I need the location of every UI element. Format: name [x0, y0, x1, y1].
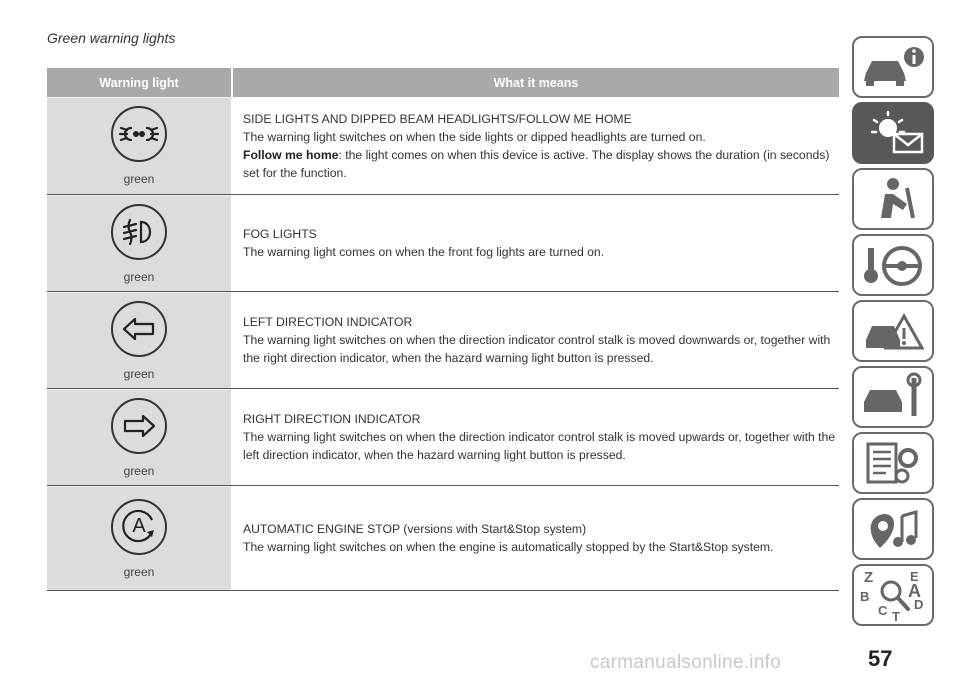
tab-car-info[interactable]: [852, 36, 934, 98]
index-letter: E: [910, 569, 919, 584]
emergency-icon: [858, 306, 928, 356]
icon-cell: [47, 486, 231, 590]
warning-title: LEFT DIRECTION INDICATOR: [243, 315, 413, 329]
table-header: [47, 68, 839, 97]
warning-description: The warning light switches on when the engine is automatically stopped by the Start&Stop system.: [243, 540, 774, 554]
icon-letter: A: [132, 515, 146, 537]
icon-cell: [47, 389, 231, 485]
car-maintenance-icon: [858, 372, 928, 422]
tab-maintenance[interactable]: [852, 366, 934, 428]
meaning-cell: [231, 389, 839, 485]
index-letter: D: [914, 597, 924, 612]
left-arrow-icon: [111, 301, 167, 357]
index-icon: [858, 567, 928, 623]
technical-data-icon: [858, 438, 928, 488]
warning-light-message-icon: [858, 108, 928, 158]
table-row: [47, 97, 839, 195]
warning-description: The warning light switches on when the side lights or dipped headlights are turned on.: [243, 129, 706, 144]
tab-safety[interactable]: [852, 168, 934, 230]
meaning-cell: [231, 195, 839, 291]
safety-seat-icon: [863, 174, 923, 224]
icon-cell: [47, 97, 231, 194]
tab-emergency[interactable]: [852, 300, 934, 362]
table-row: [47, 292, 839, 389]
side-lights-dipped-beam-icon: [111, 106, 167, 162]
meaning-cell: [231, 292, 839, 388]
fog-lights-icon: [111, 204, 167, 260]
tab-multimedia[interactable]: [852, 498, 934, 560]
table-row: [47, 389, 839, 486]
multimedia-icon: [858, 504, 928, 554]
table-row: [47, 195, 839, 292]
icon-cell: [47, 292, 231, 388]
right-arrow-icon: [111, 398, 167, 454]
warning-title: AUTOMATIC ENGINE STOP (versions with Start&Stop system): [243, 522, 587, 536]
section-title: Green warning lights: [47, 30, 176, 46]
icon-cell: [47, 195, 231, 291]
light-color-label: green: [123, 172, 155, 186]
meaning-cell: [231, 486, 839, 590]
tab-index[interactable]: [852, 564, 934, 626]
index-letter: C: [878, 603, 888, 618]
tab-warning-lights[interactable]: [852, 102, 934, 164]
watermark-text: carmanualsonline.info: [590, 652, 782, 673]
warning-title: RIGHT DIRECTION INDICATOR: [243, 412, 421, 426]
key-steering-wheel-icon: [858, 240, 928, 290]
column-header-warning-light: Warning light: [99, 75, 179, 90]
warning-description: The warning light switches on when the direction indicator control stalk is moved upwards or, together with the left direction indicator, when the hazard warning light button is pressed.: [243, 430, 836, 462]
warning-title: SIDE LIGHTS AND DIPPED BEAM HEADLIGHTS/FOLLOW ME HOME: [243, 111, 632, 126]
table-row: [47, 486, 839, 591]
auto-start-stop-icon: [111, 499, 167, 555]
warning-title: FOG LIGHTS: [243, 227, 317, 241]
warning-note: [243, 146, 837, 182]
bold-term: Follow me home: [243, 147, 339, 162]
warning-description: The warning light comes on when the front fog lights are turned on.: [243, 245, 605, 259]
index-letter: B: [860, 589, 870, 604]
meaning-cell: [231, 97, 839, 194]
index-letter: A: [908, 581, 921, 601]
car-info-icon: [858, 43, 928, 91]
column-header-meaning: What it means: [231, 68, 839, 97]
index-letter: T: [892, 609, 900, 624]
note-text: : the light comes on when this device is active. The display shows the duration (in seconds) set for the function.: [243, 147, 830, 180]
page-number: 57: [868, 646, 893, 671]
warning-lights-table: [47, 68, 839, 591]
index-letter: Z: [864, 569, 874, 586]
warning-description: The warning light switches on when the direction indicator control stalk is moved downwards or, together with the right direction indicator, when the hazard warning light button is pressed.: [243, 333, 831, 365]
light-color-label: green: [123, 564, 155, 579]
light-color-label: green: [123, 269, 155, 284]
tab-technical-data[interactable]: [852, 432, 934, 494]
tab-starting-driving[interactable]: [852, 234, 934, 296]
light-color-label: green: [123, 366, 155, 381]
light-color-label: green: [123, 463, 155, 478]
